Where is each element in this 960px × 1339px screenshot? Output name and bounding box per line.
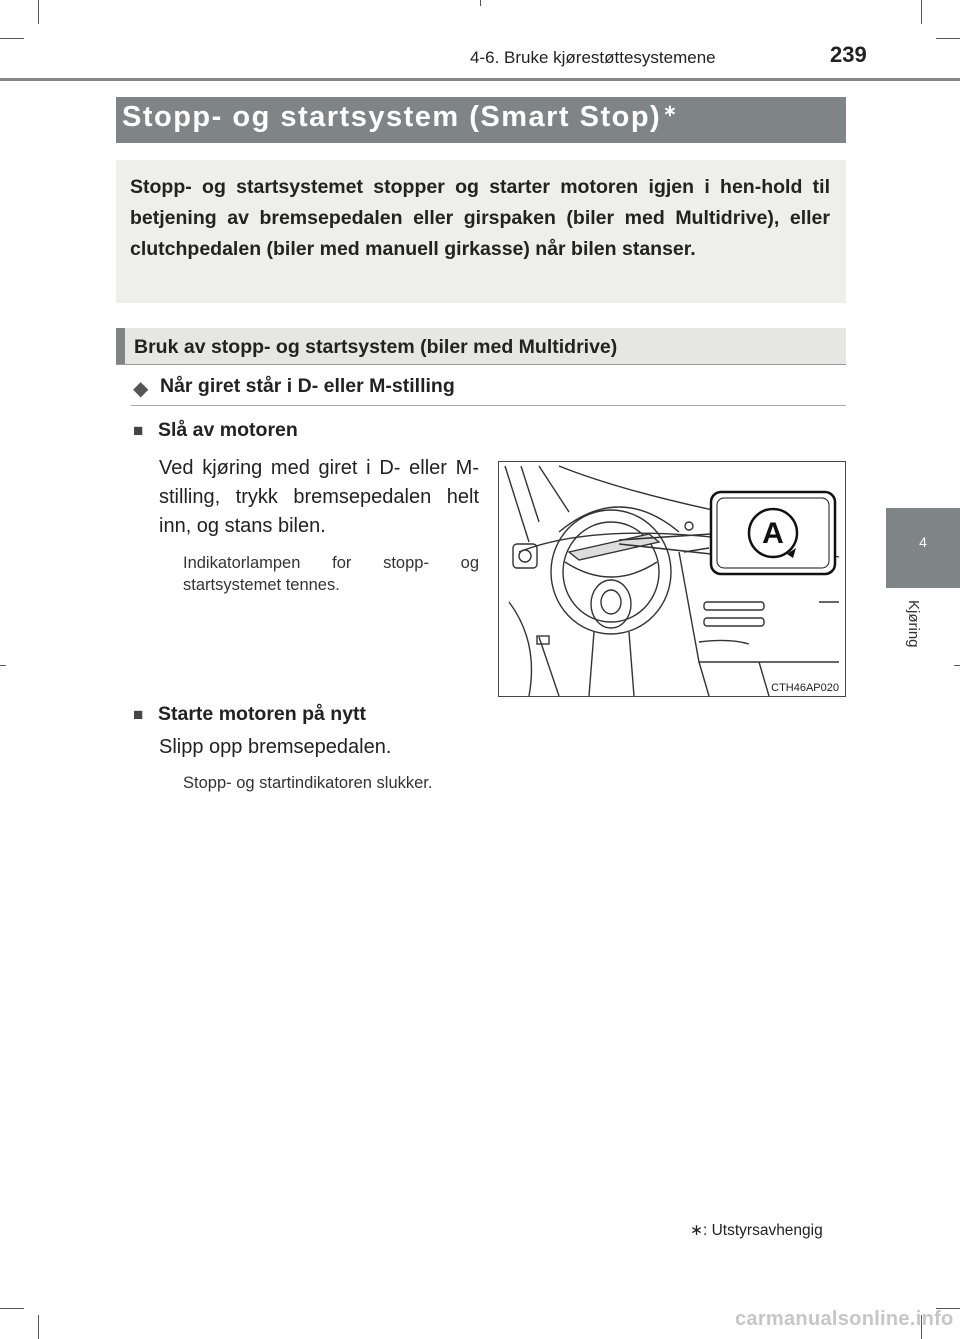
crop-mark: [480, 0, 481, 6]
running-header: 4-6. Bruke kjørestøttesystemene: [470, 48, 716, 67]
step-note: Indikatorlampen for stopp- og startsystemet tennes.: [183, 554, 479, 594]
page-title: [122, 101, 678, 134]
intro-text: Stopp- og startsystemet stopper og starter motoren igjen i hen-hold til betjening av bremsepedalen eller girspaken (biler med Multidrive), eller clutchpedalen (biler med manuell girkasse) når bilen stanser.: [130, 176, 830, 260]
footnote-marker: ∗: [663, 103, 679, 120]
crop-mark: [954, 665, 960, 666]
condition-rule: [131, 405, 846, 406]
crop-mark: [936, 38, 960, 39]
title-label: Stopp- og startsystem (Smart Stop): [122, 101, 662, 133]
crop-mark: [0, 38, 24, 39]
crop-mark: [0, 1308, 24, 1309]
step-heading: Starte motoren på nytt: [158, 703, 367, 725]
subsection-heading: Bruk av stopp- og startsystem (biler med Multidrive): [134, 336, 618, 358]
condition-heading: Når giret står i D- eller M-stilling: [160, 375, 455, 397]
square-bullet-icon: ■: [133, 705, 144, 724]
square-bullet-icon: ■: [133, 421, 144, 440]
chapter-label: Kjøring: [905, 600, 922, 648]
callout-letter: A: [762, 517, 784, 550]
footnote: ∗: Utstyrsavhengig: [690, 1222, 823, 1239]
step-body: Slipp opp bremsepedalen.: [159, 736, 392, 758]
figure-code: CTH46AP020: [771, 682, 839, 694]
chapter-number: 4: [919, 534, 927, 550]
watermark: carmanualsonline.info: [735, 1308, 954, 1330]
step-note: Stopp- og startindikatoren slukker.: [183, 774, 433, 792]
step-heading: Slå av motoren: [158, 419, 298, 441]
crop-mark: [0, 665, 6, 666]
subsection-accent: [116, 328, 125, 364]
page-number: 239: [830, 42, 867, 67]
crop-mark: [38, 0, 39, 24]
subsection-rule: [116, 364, 846, 365]
crop-mark: [921, 0, 922, 24]
crop-mark: [38, 1315, 39, 1339]
dashboard-illustration: [498, 461, 846, 697]
step-body: Ved kjøring med giret i D- eller M-stilling, trykk bremsepedalen helt inn, og stans bilen.: [159, 457, 479, 537]
header-rule: [0, 78, 960, 81]
diamond-bullet-icon: ◆: [133, 378, 149, 400]
dashboard-drawing: [499, 462, 845, 696]
